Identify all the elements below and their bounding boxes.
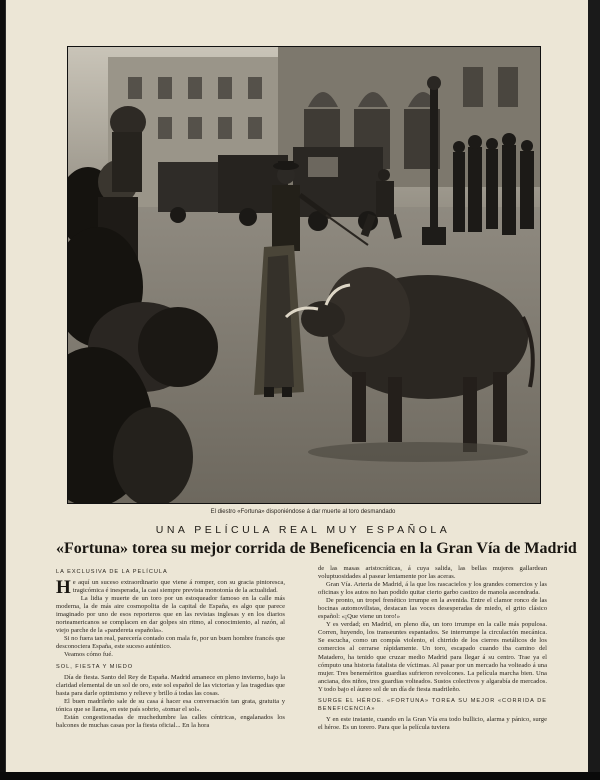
scan-edge (588, 0, 600, 780)
street-bullfight-photo (67, 46, 541, 504)
paragraph: Y es verdad; en Madrid, en pleno día, un toro irrumpe en la calle más populosa. Corren, huyendo, los transeuntes espantados. Se interrumpe la circulación mecánica. Se escucha, como un compás violento, el chirrido de los cierres metálicos de los comercios al cerrarse rápidamente. Un toro, escapado cuando iba camino del Matadero, ha tenido que cruzar medio Madrid para llegar á su centro. Trae ya el cómputo una historia fatalista de víctimas. Al pasar por un mercado ha volteado á una mujer. Tres beneméritos guardias sufrieron revolcones. La película marcha bien. Una anciana, dos niños, tres guardias volteados. Sustos colectivos y algarabía de mercados. Y todo bajo el áureo sol de un día de fiesta madrileño. (318, 621, 547, 693)
article-column-right (318, 565, 547, 732)
drop-cap: H (56, 577, 71, 599)
paragraph: Gran Vía. Arteria de Madrid, á la que los rascacielos y los grandes comercios y las oficinas y los autos no han podido quitar cierto garbo castizo de manola ascendrada. (318, 581, 547, 597)
article-headline: «Fortuna» torea su mejor corrida de Beneficencia en la Gran Vía de Madrid (56, 540, 577, 557)
scan-bottom-edge (0, 772, 600, 780)
paragraph: Veamos cómo fué. (64, 651, 113, 659)
article-column-left (56, 565, 285, 730)
subheading-surge-heroe: SURGE EL HÉROE. «FORTUNA» TOREA SU MEJOR «CORRIDA DE BENEFICENCIA» (318, 697, 547, 712)
paragraph: Día de fiesta. Santo del Rey de España. Madrid amanece en pleno invierno, bajo la claridad elemental de un sol de oro, este sol español de las victorias y las tragedias que basta para darle optimismo y relieve y brillo á todas las cosas. (56, 673, 285, 697)
lamp-post (430, 87, 438, 237)
paragraph: Si no fuera tan real, parecería contado con mala fe, por un buen hombre francés que desconociera España, este suceso auténtico. (56, 635, 285, 651)
paragraph: Están congestionadas de muchedumbre las calles céntricas, engalanados los balcones de muchas casas por la fiesta oficial... En la hora (56, 713, 285, 729)
paragraph: Y en este instante, cuando en la Gran Vía era todo bullicio, alarma y pánico, surge el héroe. Es un torero. Para que la película tuviera (318, 715, 547, 731)
subheading-exclusiva: LA EXCLUSIVA DE LA PELÍCULA (56, 569, 168, 575)
paragraph-text: e aquí un suceso extraordinario que viene á romper, con su gracia pintoresca, tragicómica é inesperada, la casi siempre prevista monotonía de la actualidad. (72, 579, 285, 595)
paragraph: El buen madrileño sale de su casa á hacer esa conversación tan grata, gratuita y tónica que se llama, en este país sobrio, «tomar el sol». (56, 697, 285, 713)
article-kicker: UNA PELÍCULA REAL MUY ESPAÑOLA (155, 524, 451, 536)
paragraph: La lidia y muerte de un toro por un estoqueador famoso en la calle más moderna, la de más aire cosmopolita de la capital de España, es algo que parece imaginado por uno de esos reporteros que en las revistas inglesas y en los diarios norteamericanos se complacen en dar golpes sin ritmo, al conocimiento, al razón, al viejo parche de la «pandereta española». (56, 595, 285, 635)
paragraph (56, 577, 285, 599)
photo-caption: El diestro «Fortuna» disponiéndose á dar muerte al toro desmandado (210, 509, 396, 515)
car-1 (158, 162, 218, 212)
paragraph: de las masas aristocráticas, á cuya salida, las bellas mujeres gallardean voluptuosidades al pasear lentamente por las aceras. (318, 565, 547, 581)
magazine-page (6, 0, 588, 772)
subheading-sol-fiesta: SOL, FIESTA Y MIEDO (56, 663, 134, 670)
paragraph: De pronto, un tropel frenético irrumpe en la avenida. Entre el clamor ronco de las bocinas automovilistas, destacan las voces desesperadas de miedo, el grito clásico español: «¡Que viene un toro!» (318, 597, 547, 621)
